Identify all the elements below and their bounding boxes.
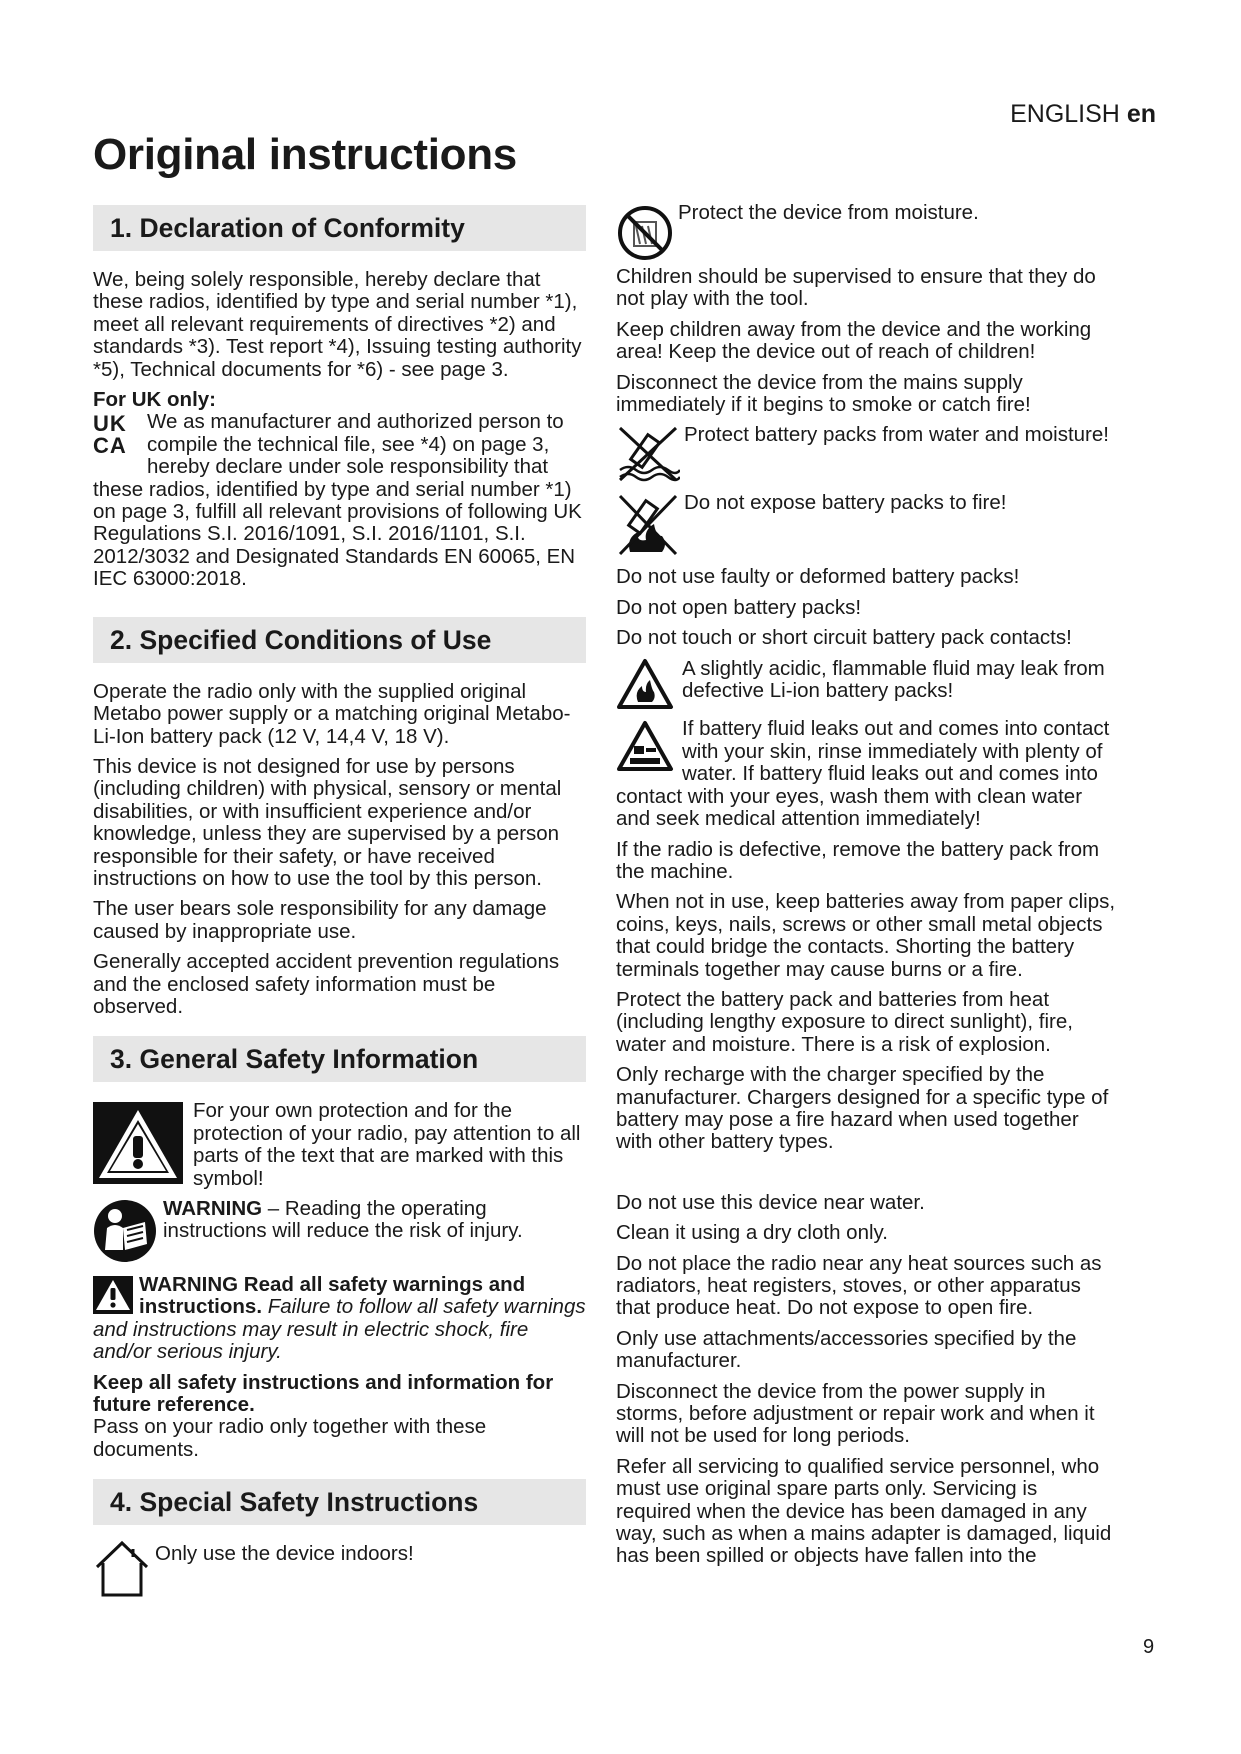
attention-text: For your own protection and for the protection of your radio, pay attention to all parts of the text that are marked with this symbol!: [193, 1099, 581, 1190]
attachments-text: Only use attachments/accessories specified by the manufacturer.: [616, 1326, 1077, 1373]
conditions-text-3: The user bears sole responsibility for any damage caused by inappropriate use.: [93, 897, 547, 943]
children-away-text: Keep children away from the device and the working area! Keep the device out of reach of children!: [616, 317, 1092, 364]
metal-objects-text: When not in use, keep batteries away from paper clips, coins, keys, nails, screws or other small metal objects that could bridge the contacts. Shorting the battery terminals together may cause burns or a fire.: [616, 890, 1116, 981]
warning-triangle-icon: [93, 1102, 183, 1184]
battery-water-text: Protect battery packs from water and moisture!: [684, 423, 1109, 447]
flammable-warning-icon: [616, 658, 674, 710]
section-heading-general-safety: 3. General Safety Information: [93, 1036, 586, 1082]
language-code: en: [1126, 100, 1156, 128]
left-column: [93, 205, 586, 1599]
declaration-text: We, being solely responsible, hereby declare that these radios, identified by type and serial number *1), meet all relevant requirements of directives *2) and standards *3). Test report *4), Issuing testing authority *5), Technical documents for *6) - see page 3.: [93, 268, 582, 381]
battery-fire-text: Do not expose battery packs to fire!: [684, 491, 1007, 515]
battery-fluid-block: [616, 718, 1116, 838]
indoor-block: [93, 1543, 586, 1599]
pass-on-text: Pass on your radio only together with these documents.: [93, 1415, 487, 1461]
section-heading-declaration: 1. Declaration of Conformity: [93, 205, 586, 251]
section-heading-conditions: 2. Specified Conditions of Use: [93, 617, 586, 663]
indoor-text: Only use the device indoors!: [155, 1542, 414, 1566]
conditions-text-2: This device is not designed for use by persons (including children) with physical, sensory or mental disabilities, or with insufficient experience and/or knowledge, unless they are supervised by a person responsible for their safety, or have received instructions on how to use the tool by this person.: [93, 754, 562, 890]
warning-small-triangle-icon: [93, 1276, 133, 1314]
ukca-mark-icon: UK CA: [93, 411, 127, 459]
page-number: 9: [1143, 1636, 1155, 1658]
language-name: ENGLISH: [1010, 100, 1120, 128]
conditions-text-4: Generally accepted accident prevention regulations and the enclosed safety information must be observed.: [93, 950, 560, 1018]
battery-fire-block: [616, 492, 1116, 558]
uk-declaration-text: We as manufacturer and authorized person to compile the technical file, see *4) on page 3, hereby declare under sole responsibility that these radios, identified by type and serial number *1) on page 3, fulfill all relevant provisions of following UK Regulations S.I. 2016/1091, S.I. 2016/1101, S.I. 2012/3032 and Designated Standards EN 60065, EN IEC 63000:2018.: [93, 410, 582, 591]
faulty-battery-text: Do not use faulty or deformed battery packs!: [616, 565, 1020, 589]
no-moisture-icon: [616, 202, 674, 260]
safety-warning-bold: WARNING Read all safety warnings and instructions.: [139, 1273, 526, 1319]
read-manual-text: – Reading the operating instructions will reduce the risk of injury.: [163, 1197, 523, 1243]
disconnect-smoke-text: Disconnect the device from the mains supply immediately if it begins to smoke or catch fire!: [616, 370, 1031, 417]
read-manual-icon: [93, 1198, 157, 1264]
uk-only-heading: For UK only:: [93, 388, 216, 412]
conditions-text-1: Operate the radio only with the supplied original Metabo power supply or a matching original Metabo-Li-Ion battery pack (12 V, 14,4 V, 18 V).: [93, 679, 571, 748]
warning-label: WARNING: [163, 1197, 263, 1220]
battery-water-block: [616, 424, 1116, 484]
children-supervised-text: Children should be supervised to ensure that they do not play with the tool.: [616, 265, 1096, 311]
charger-text: Only recharge with the charger specified by the manufacturer. Chargers designed for a specific type of battery may pose a fire hazard when used together with other battery types.: [616, 1063, 1109, 1154]
defective-radio-text: If the radio is defective, remove the battery pack from the machine.: [616, 837, 1100, 883]
house-indoor-icon: [93, 1539, 151, 1599]
moisture-text: Protect the device from moisture.: [678, 201, 979, 224]
section-heading-special-safety: 4. Special Safety Instructions: [93, 1479, 586, 1525]
flammable-text: A slightly acidic, flammable fluid may leak from defective Li-ion battery packs!: [682, 656, 1105, 703]
safety-warning-block: [93, 1274, 586, 1372]
flammable-block: [616, 658, 1116, 711]
keep-instructions-bold: Keep all safety instructions and information for future reference.: [93, 1370, 554, 1417]
document-title: Original instructions: [93, 130, 517, 179]
safety-warning-italic: Failure to follow all safety warnings and instructions may result in electric shock, fire and/or serious injury.: [93, 1295, 586, 1364]
open-battery-text: Do not open battery packs!: [616, 595, 862, 619]
read-manual-block: [93, 1198, 586, 1264]
uk-declaration-block: [93, 411, 586, 598]
short-circuit-text: Do not touch or short circuit battery pack contacts!: [616, 626, 1072, 650]
language-label: [1010, 100, 1156, 129]
near-water-text: Do not use this device near water.: [616, 1190, 925, 1214]
battery-fluid-text: If battery fluid leaks out and comes into contact with your skin, rinse immediately with plenty of water. If battery fluid leaks out and comes into contact with your eyes, wash them with clean water and seek medical attention immediately!: [616, 717, 1110, 831]
heat-sources-text: Do not place the radio near any heat sources such as radiators, heat registers, stoves, or other apparatus that produce heat. Do not expose to open fire.: [616, 1251, 1102, 1320]
heat-protection-text: Protect the battery pack and batteries from heat (including lengthy exposure to direct sunlight), fire, water and moisture. There is a risk of explosion.: [616, 987, 1073, 1056]
dry-cloth-text: Clean it using a dry cloth only.: [616, 1221, 888, 1245]
servicing-text: Refer all servicing to qualified service personnel, who must use original spare parts only. Servicing is required when the device has been damaged in any way, such as when a mains adapter is damaged, liquid has been spilled or objects have fallen into the: [616, 1454, 1112, 1568]
battery-no-fire-icon: [616, 492, 680, 558]
right-column: [616, 202, 1116, 1576]
attention-block: [93, 1100, 586, 1198]
storms-text: Disconnect the device from the power supply in storms, before adjustment or repair work and when it will not be used for long periods.: [616, 1379, 1095, 1448]
moisture-block: [616, 202, 1116, 260]
battery-no-water-icon: [616, 424, 680, 484]
corrosive-warning-icon: [616, 720, 674, 772]
